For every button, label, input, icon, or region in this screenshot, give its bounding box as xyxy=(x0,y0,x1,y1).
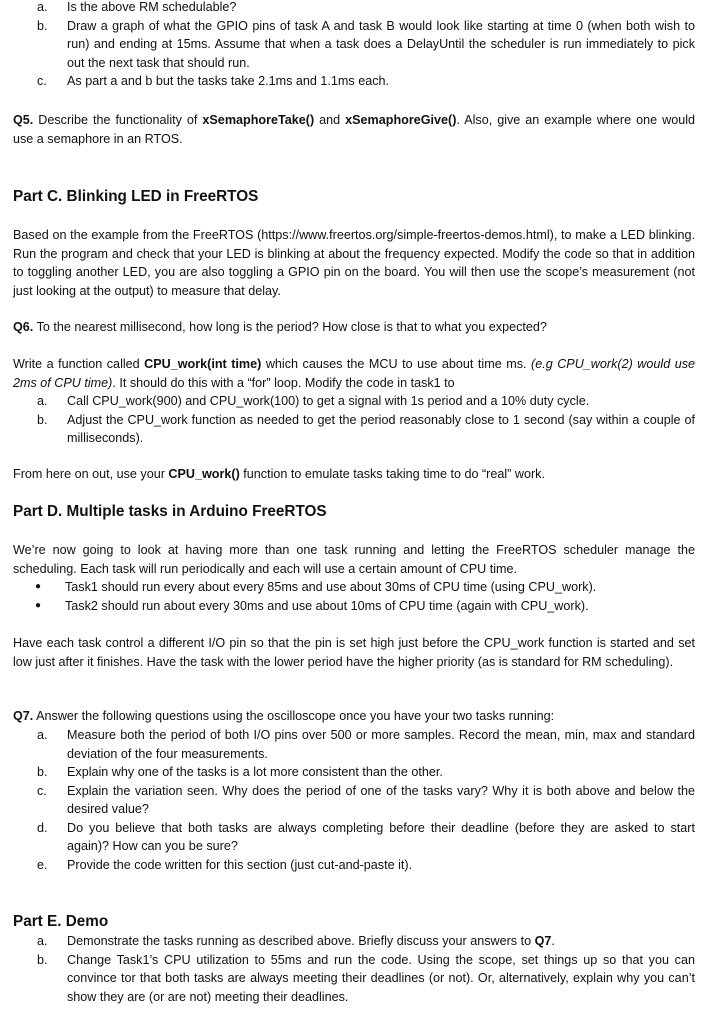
bullet-icon: ● xyxy=(35,581,42,592)
task-bullet-list xyxy=(13,578,695,615)
list-text: As part a and b but the tasks take 2.1ms and 1.1ms each. xyxy=(67,74,390,88)
part-c-paragraph: Based on the example from the FreeRTOS (https://www.freertos.org/simple-freertos-demos.html), to make a LED blinking. Run the program and check that your LED is blinking at about the frequency expected. Modify the code so that in addition to toggling another LED, you are also toggling a GPIO pin on the board. You will then use the scope’s measurement (not just looking at the output) to measure that delay. xyxy=(13,228,695,298)
list-marker: b. xyxy=(37,952,48,967)
list-item xyxy=(13,72,695,91)
cpu-work-list xyxy=(13,392,695,448)
list-item xyxy=(13,856,695,875)
demo-list xyxy=(13,932,695,1006)
list-item xyxy=(13,782,695,819)
list-item xyxy=(13,597,695,616)
q5-label: Q5. xyxy=(13,113,34,127)
list-text: Do you believe that both tasks are always completing before their deadline (before they are asked to start again)? How can you be sure? xyxy=(67,820,695,853)
list-marker: b. xyxy=(37,18,48,33)
list-text: Draw a graph of what the GPIO pins of task A and task B would look like starting at time 0 (when both wish to run) and ending at 15ms. Assume that when a task does a DelayUntil the scheduler is run immediately to pick out the next task that should run. xyxy=(67,18,695,70)
from-here-text: function to emulate tasks taking time to do “real” work. xyxy=(239,467,545,481)
list-item xyxy=(13,411,695,448)
list-marker: a. xyxy=(37,728,48,742)
part-c-heading: Part C. Blinking LED in FreeRTOS xyxy=(13,188,259,205)
bullet-icon: ● xyxy=(35,599,42,611)
list-text: Task1 should run every about every 85ms and use about 30ms of CPU time (using CPU_work). xyxy=(65,580,597,594)
q6-paragraph xyxy=(13,318,695,337)
q5-function-give: xSemaphoreGive() xyxy=(345,113,457,127)
list-item xyxy=(13,0,695,17)
part-e-heading: Part E. Demo xyxy=(13,913,109,930)
q7-paragraph xyxy=(13,707,695,726)
list-marker: b. xyxy=(37,765,48,779)
list-item xyxy=(13,17,695,73)
cpu-work-text: Write a function called xyxy=(13,357,145,371)
list-text: Change Task1’s CPU utilization to 55ms and run the code. Using the scope, set things up so that you can convince tor that both tasks are always meeting their deadlines (or not). Or, alternatively, explain why you can’t show they are (or are not) meeting their deadlines. xyxy=(67,952,695,1004)
list-marker: e. xyxy=(37,857,48,872)
list-item xyxy=(13,819,695,856)
list-text: . xyxy=(551,934,555,948)
q7-list xyxy=(13,726,695,874)
part-d-heading: Part D. Multiple tasks in Arduino FreeRTOS xyxy=(13,503,327,520)
list-item xyxy=(13,726,695,763)
list-marker: d. xyxy=(37,820,48,835)
list-marker: a. xyxy=(37,934,48,948)
list-text: Adjust the CPU_work function as needed to get the period reasonably close to 1 second (say within a couple of milliseconds). xyxy=(67,412,695,445)
rm-questions-list xyxy=(13,0,695,91)
q7-label: Q7. xyxy=(13,709,34,723)
from-here-text: From here on out, use your xyxy=(13,467,169,481)
list-item xyxy=(13,951,695,1007)
q6-text: To the nearest millisecond, how long is the period? How close is that to what you expected? xyxy=(33,320,547,334)
cpu-work-text: which causes the MCU to use about time ms. xyxy=(261,357,532,371)
list-item xyxy=(13,578,695,597)
q5-text: . Also, give an example where one would use a semaphore in an RTOS. xyxy=(13,113,695,146)
from-here-paragraph xyxy=(13,465,695,484)
list-marker: c. xyxy=(37,74,47,88)
q6-label: Q6. xyxy=(13,320,34,334)
cpu-work-function: CPU_work(int time) xyxy=(144,357,262,371)
q5-text: and xyxy=(314,113,346,127)
list-text: Is the above RM schedulable? xyxy=(67,0,237,14)
cpu-work-text: . It should do this with a “for” loop. Modify the code in task1 to xyxy=(112,375,455,390)
cpu-work-paragraph xyxy=(13,355,695,392)
list-item xyxy=(13,932,695,951)
list-text: Explain the variation seen. Why does the period of one of the tasks vary? Why it is both above and below the desired value? xyxy=(67,783,695,816)
q5-paragraph xyxy=(13,111,695,148)
list-text: Measure both the period of both I/O pins over 500 or more samples. Record the mean, min, max and standard deviation of the four measurements. xyxy=(67,728,695,761)
list-text: Provide the code written for this section (just cut-and-paste it). xyxy=(67,857,413,872)
list-marker: b. xyxy=(37,412,48,427)
list-text: Call CPU_work(900) and CPU_work(100) to get a signal with 1s period and a 10% duty cycle. xyxy=(67,394,590,408)
q7-text: Answer the following questions using the oscilloscope once you have your two tasks running: xyxy=(33,709,555,723)
list-item xyxy=(13,763,695,782)
part-d-paragraph: We’re now going to look at having more than one task running and letting the FreeRTOS scheduler manage the scheduling. Each task will run periodically and each will use a certain amount of CPU time. xyxy=(13,543,695,576)
q5-text: Describe the functionality of xyxy=(33,113,203,127)
io-pin-paragraph: Have each task control a different I/O pin so that the pin is set high just before the CPU_work function is started and set low just after it finishes. Have the task with the lower period have the higher priority (as is standard for RM scheduling). xyxy=(13,636,695,669)
list-marker: c. xyxy=(37,783,47,798)
list-marker: a. xyxy=(37,0,48,14)
q5-function-take: xSemaphoreTake() xyxy=(202,113,315,127)
cpu-work-example: (e.g CPU_work(2) would use 2ms of CPU time) xyxy=(13,357,695,390)
list-text: Demonstrate the tasks running as described above. Briefly discuss your answers to xyxy=(67,934,535,948)
list-item xyxy=(13,392,695,411)
list-text: Explain why one of the tasks is a lot more consistent than the other. xyxy=(67,765,443,779)
cpu-work-function: CPU_work() xyxy=(168,467,240,481)
list-marker: a. xyxy=(37,394,48,408)
q7-reference: Q7 xyxy=(534,934,552,948)
list-text: Task2 should run about every 30ms and use about 10ms of CPU time (again with CPU_work). xyxy=(65,598,589,613)
